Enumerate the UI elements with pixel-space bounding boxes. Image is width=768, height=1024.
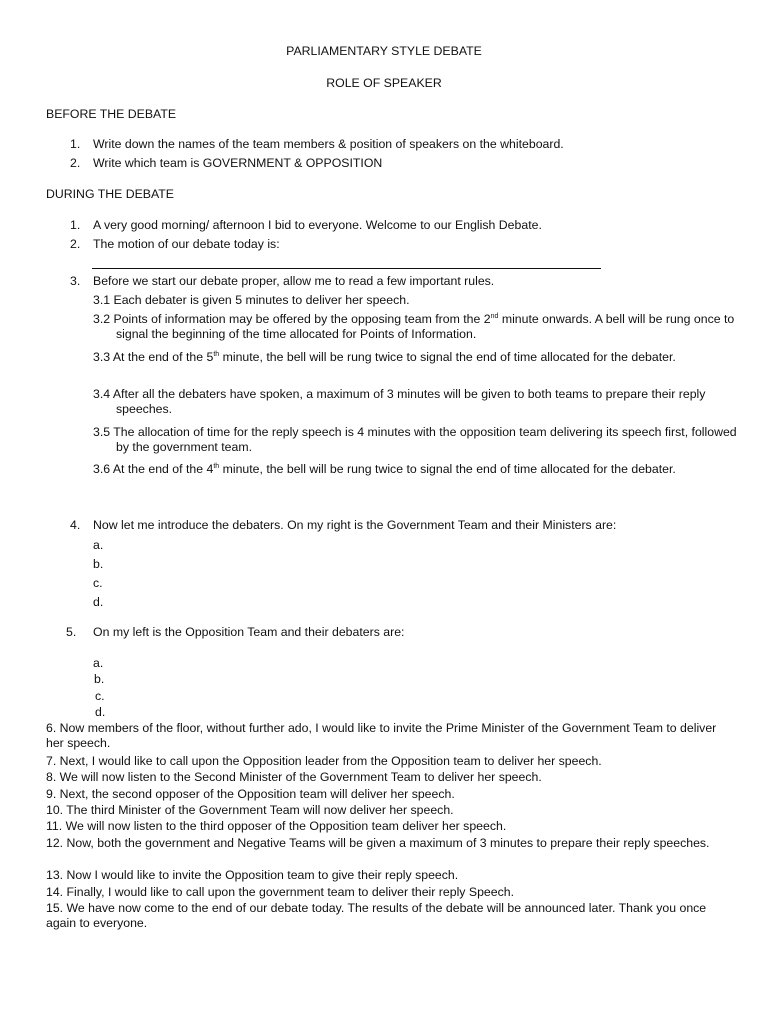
motion-blank-line <box>92 268 601 269</box>
rule-3-2: 3.2 Points of information may be offered by the opposing team from the 2nd minute onwards. A bell will be rung once to signal the beginning of the time allocated for Points of Information. <box>93 312 735 341</box>
document-subtitle: ROLE OF SPEAKER <box>326 76 442 90</box>
government-slot-c: c. <box>93 576 103 590</box>
rule-3-4: 3.4 After all the debaters have spoken, a maximum of 3 minutes will be given to both teams to prepare their reply speeches. <box>93 387 706 416</box>
during-item-5-text: On my left is the Opposition Team and their debaters are: <box>93 625 405 639</box>
closing-item-10: 10. The third Minister of the Government Team will now deliver her speech. <box>46 803 454 817</box>
closing-item-11: 11. We will now listen to the third opposer of the Opposition team deliver her speech. <box>46 819 507 833</box>
during-item-1-text: A very good morning/ afternoon I bid to everyone. Welcome to our English Debate. <box>93 218 542 232</box>
before-heading: BEFORE THE DEBATE <box>46 107 177 121</box>
during-item-4-number: 4. <box>70 518 81 532</box>
closing-item-13: 13. Now I would like to invite the Opposition team to give their reply speech. <box>46 868 459 882</box>
during-item-3-text: Before we start our debate proper, allow me to read a few important rules. <box>93 274 495 288</box>
government-slot-a: a. <box>93 538 104 552</box>
opposition-slot-a: a. <box>93 656 104 670</box>
government-slot-b: b. <box>93 557 104 571</box>
closing-item-12: 12. Now, both the government and Negative Teams will be given a maximum of 3 minutes to prepare their reply speeches. <box>46 836 710 850</box>
opposition-slot-d: d. <box>95 705 106 719</box>
closing-item-7: 7. Next, I would like to call upon the Opposition leader from the Opposition team to deliver her speech. <box>46 754 602 768</box>
closing-item-14: 14. Finally, I would like to call upon the government team to deliver their reply Speech. <box>46 885 514 899</box>
during-item-2-number: 2. <box>70 237 81 251</box>
document-title: PARLIAMENTARY STYLE DEBATE <box>286 44 482 58</box>
opposition-slot-c: c. <box>95 689 105 703</box>
rule-3-6: 3.6 At the end of the 4th minute, the bell will be rung twice to signal the end of time allocated for the debater. <box>93 462 676 476</box>
during-heading: DURING THE DEBATE <box>46 187 174 201</box>
during-item-2-text: The motion of our debate today is: <box>93 237 280 251</box>
before-item-2-number: 2. <box>70 156 81 170</box>
during-item-1-number: 1. <box>70 218 81 232</box>
before-item-1-number: 1. <box>70 137 81 151</box>
before-item-1-text: Write down the names of the team members & position of speakers on the whiteboard. <box>93 137 564 151</box>
closing-item-9: 9. Next, the second opposer of the Opposition team will deliver her speech. <box>46 787 455 801</box>
rule-3-3: 3.3 At the end of the 5th minute, the bell will be rung twice to signal the end of time allocated for the debater. <box>93 350 676 364</box>
closing-item-8: 8. We will now listen to the Second Minister of the Government Team to deliver her speech. <box>46 770 542 784</box>
during-item-3-number: 3. <box>70 274 81 288</box>
during-item-5-number: 5. <box>66 625 77 639</box>
closing-item-6: 6. Now members of the floor, without further ado, I would like to invite the Prime Minister of the Government Team to deliver her speech. <box>46 721 717 750</box>
during-item-4-text: Now let me introduce the debaters. On my right is the Government Team and their Ministers are: <box>93 518 617 532</box>
opposition-slot-b: b. <box>94 672 105 686</box>
before-item-2-text: Write which team is GOVERNMENT & OPPOSITION <box>93 156 383 170</box>
rule-3-5: 3.5 The allocation of time for the reply speech is 4 minutes with the opposition team delivering its speech first, followed by the government team. <box>93 425 737 454</box>
government-slot-d: d. <box>93 595 104 609</box>
rule-3-1: 3.1 Each debater is given 5 minutes to deliver her speech. <box>93 293 410 307</box>
closing-item-15: 15. We have now come to the end of our debate today. The results of the debate will be announced later. Thank you once again to everyone. <box>46 901 707 930</box>
